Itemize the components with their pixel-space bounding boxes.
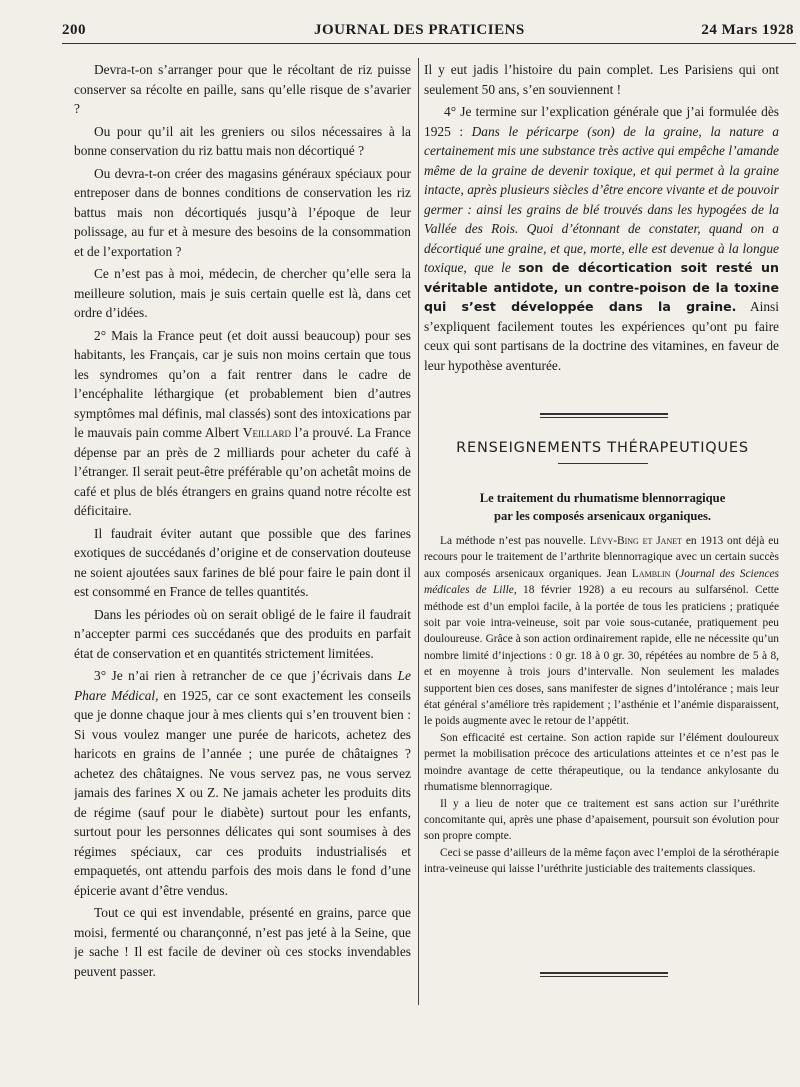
paragraph: Ou pour qu’il ait les greniers ou silos nécessaires à la bonne conservation du riz battu mais non décortiqué ? xyxy=(74,123,411,158)
end-rule xyxy=(540,972,668,974)
right-column-top xyxy=(424,60,779,400)
article-title-line: par les composés arsenicaux organiques. xyxy=(493,509,711,523)
title-underline xyxy=(558,463,648,464)
end-rule-thin xyxy=(540,976,668,977)
paragraph: Ceci se passe d’ailleurs de la même façon avec l’emploi de la sérothérapie intra-veineuse qui laisse l’uréthrite justiciable des traitements classiques. xyxy=(424,846,779,876)
text-run: 18 février 1928) a eu recours au sulfarsénol. Cette méthode est d’un emploi facile, à la portée de tous les praticiens ; pratiquée soit par voie intra-veineuse, soit par voie sous-cutanée, pratiquement peu douloureuse. Grâce à son action ordinairement rapide, elle ne nécessite qu’un nombre limité d’injections : 0 gr. 18 à 0 gr. 30, répétées au nombre de 5 à 8, et en moyenne à trois jours d’intervalle. Non seulement les malades supportent bien ces doses, sans manifester de signes d’intolérance ; mais leur état général s’améliore très rapidement ; l’asthénie et l’anémie disparaissent, le poids augmente avec le retour de l’appétit. xyxy=(424,584,779,728)
journal-title: JOURNAL DES PRATICIENS xyxy=(314,22,525,38)
running-header xyxy=(62,22,794,42)
text-run: Ainsi s’expliquent facilement toutes les expériences qu’ont pu faire ceux qui sont partisans de la doctrine des vitamines, en faveur de leur hypothèse aventurée. xyxy=(424,299,779,373)
text-run: en 1925, car ce sont exactement les conseils que je donne chaque jour à mes clients qui s’en trouvent bien : Si vous voulez manger une purée de haricots, achetez des haricots en grains de l’année ; une purée de châtaignes ? achetez des châtaignes. Ne vous servez pas, ne vous servez jamais des farines X ou Z. Ne jamais acheter les produits dits de régime (sauf pour le diabète) surtout pour les enfants, surtout pour les personnes délicates qui sont soumises à des régimes spéciaux, car ces produits industrialisés et empaquetés, ont attendu parfois des mois dans le fond d’une épicerie avant d’être vendus. xyxy=(74,687,411,898)
issue-date: 24 Mars 1928 xyxy=(701,22,794,38)
header-rule xyxy=(62,43,796,44)
publication-name: Journal des Sciences médicales de Lille, xyxy=(424,567,779,597)
section-title: RENSEIGNEMENTS THÉRAPEUTIQUES xyxy=(456,440,749,456)
author-names: Lévy-Bing et Janet xyxy=(589,535,683,547)
right-column-article xyxy=(424,533,779,953)
article-title-line: Le traitement du rhumatisme blennorragique xyxy=(479,491,726,505)
separator-rule-thin xyxy=(540,417,668,418)
separator-rule xyxy=(540,413,668,415)
left-column xyxy=(74,60,411,1010)
paragraph: Tout ce qui est invendable, présenté en grains, parce que moisi, fermenté ou charançonné, n’est pas jeté à la Seine, que je sache ! Il est facile de deviner où ces stocks invendables peuvent passer. xyxy=(74,905,411,979)
paragraph xyxy=(74,326,411,521)
paragraph: Son efficacité est certaine. Son action rapide sur l’élément douloureux permet la mobilisation précoce des articulations atteintes et ce n’est pas le moindre avantage de cette thérapeutique, ou la tendance ankylosante du rhumatisme blennorragique. xyxy=(424,731,779,794)
italic-quote: Dans le péricarpe (son) de la graine, la nature a certainement mis une substance très active qui empêche l’amande même de la graine de devenir toxique, et qui permet à la graine intacte, après plusieurs siècles d’être encore vivante et de pouvoir germer : ainsi les grains de blé trouvés dans les hypogées de la Vallée des Rois. Quoi d’étonnant de constater, quand on a décortiqué une graine, et que, morte, elle est devenue à la longue toxique, que le xyxy=(424,123,779,275)
paragraph: Ou devra-t-on créer des magasins généraux spéciaux pour entreposer dans de bonnes conditions de conservation les riz battus mais non décortiqués jusqu’à l’époque de leur polissage, au fur et à mesure des besoins de la consommation et de l’exportation ? xyxy=(74,165,411,259)
paragraph: Dans les périodes où on serait obligé de le faire il faudrait n’accepter parmi ces succédanés que des produits en parfait état de conservation et en quantités strictement limitées. xyxy=(74,606,411,661)
page-number: 200 xyxy=(62,22,86,38)
paragraph xyxy=(74,666,411,900)
paragraph xyxy=(424,533,779,730)
text-run: ( xyxy=(670,567,680,580)
paragraph: Devra-t-on s’arranger pour que le récoltant de riz puisse conserver sa récolte en paille, sans qu’elle risque de s’avarier ? xyxy=(74,62,411,116)
text-run: en 1913 ont déjà eu recours pour le traitement de l’arthrite blennorragique avec un certain succès aux composés arsenicaux organiques. Jean xyxy=(424,535,779,580)
bold-statement: son de décortication soit resté un véritable antidote, un contre-poison de la toxine qui s’est développée dans la graine. xyxy=(424,260,779,314)
text-run: 4° Je termine sur l’explication générale que j’ai formulée dès 1925 : xyxy=(424,104,779,139)
text-run: La méthode n’est pas nouvelle. xyxy=(440,535,590,547)
paragraph: Il y eut jadis l’histoire du pain complet. Les Parisiens qui ont seulement 50 ans, s’en souviennent ! xyxy=(424,62,779,97)
author-name: Lamblin xyxy=(631,567,671,580)
paragraph: Ce n’est pas à moi, médecin, de chercher qu’elle sera la meilleure solution, mais je suis certain quelle est là, dans cet ordre d’idées. xyxy=(74,266,411,320)
paragraph xyxy=(424,102,779,375)
text-run: l’a prouvé. La France dépense par an près de 2 milliards pour acheter du café à l’étranger. Il serait peut-être préférable qu’on achetât moins de café et plus de blés étrangers en grains quand notre récolte est déficitaire. xyxy=(74,425,411,518)
column-divider xyxy=(418,58,419,1005)
paragraph: Il faudrait éviter autant que possible que des farines exotiques de succédanés d’origine et de conservation douteuse ne soient ajoutées saux farines de blé pour faire le pain dont il est consommé en France de telles quantités. xyxy=(74,525,411,599)
publication-name: Le Phare Médical, xyxy=(74,668,411,703)
text-run: 3° Je n’ai rien à retrancher de ce que j’écrivais dans xyxy=(94,668,398,683)
paragraph: Il y a lieu de noter que ce traitement est sans action sur l’uréthrite concomitante qui, après une phase d’apaisement, poursuit son évolution pour son propre compte. xyxy=(424,797,779,843)
author-name: Veillard xyxy=(242,425,291,440)
article-title xyxy=(430,489,775,525)
text-run: 2° Mais la France peut (et doit aussi beaucoup) pour ses habitants, les Français, car je suis non moins certain que tous les syndromes qu’on a fait rentrer dans le cadre de l’encéphalite léthargique (et probablement bien d’autres symptômes mal définis, mal classés) sont des intoxications par le mauvais pain comme Albert xyxy=(74,327,411,440)
